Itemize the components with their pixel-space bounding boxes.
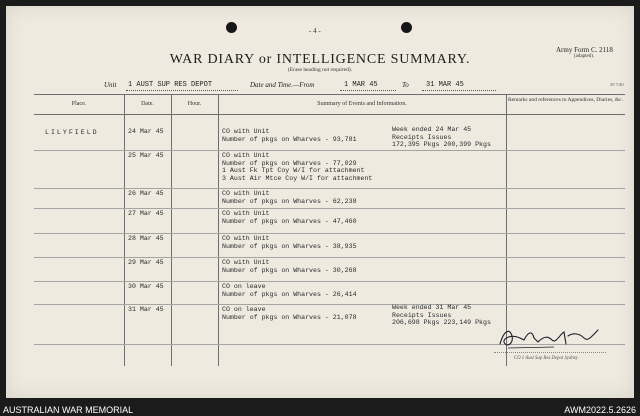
weekly-total-line: 206,698 Pkgs 223,149 Pkgs [392, 319, 491, 327]
entry-date: 28 Mar 45 [128, 235, 164, 242]
entry-summary-line: 3 Aust Air Mtce Coy W/I for attachment [222, 174, 373, 182]
entry-summary-line: CO with Unit [222, 190, 270, 197]
column-header-place: Place. [71, 101, 87, 107]
entry-summary-line: 1 Aust Fk Tpt Coy W/I for attachment [222, 167, 365, 175]
entry-summary-line: CO with Unit [222, 210, 270, 217]
entry-summary-line: CO with Unit [222, 259, 270, 266]
column-header-date: Date. [141, 101, 154, 107]
entry-summary-line: Number of pkgs on Wharves - 93,781 [222, 135, 357, 143]
to-label: To [402, 81, 409, 89]
unit-underline [126, 90, 238, 91]
entry-date: 29 Mar 45 [128, 259, 164, 266]
datetime-label: Date and Time.—From [250, 81, 315, 89]
punch-hole [401, 22, 412, 33]
signature-line [494, 352, 606, 353]
entry-summary-line: CO on leave [222, 306, 266, 313]
entry-summary-line: CO with Unit [222, 152, 270, 159]
footer-accession-number: AWM2022.5.2626 [564, 405, 636, 415]
entry-summary-line: CO on leave [222, 283, 266, 290]
unit-value: 1 AUST SUP RES DEPOT [128, 81, 213, 89]
page-title: WAR DIARY or INTELLIGENCE SUMMARY. [169, 52, 471, 67]
title-note: (Erase heading not required). [287, 67, 353, 73]
unit-label: Unit [104, 81, 117, 89]
entry-date: 24 Mar 45 [128, 128, 164, 135]
weekly-total-line: Week ended 31 Mar 45 [392, 304, 472, 311]
entry-summary-line: Number of pkgs on Wharves - 26,414 [222, 290, 357, 298]
place-value: LILYFIELD [45, 129, 99, 136]
from-date: 1 MAR 45 [344, 81, 378, 89]
entry-summary-line: CO with Unit [222, 235, 270, 242]
entry-summary-line: Number of pkgs on Wharves - 38,935 [222, 242, 357, 250]
entry-summary-line: Number of pkgs on Wharves - 62,238 [222, 197, 357, 205]
entry-date: 31 Mar 45 [128, 306, 164, 313]
weekly-total-line: Receipts Issues [392, 133, 452, 141]
footer-institution: AUSTRALIAN WAR MEMORIAL [3, 405, 134, 415]
column-header-hour: Hour. [187, 101, 202, 107]
entry-summary-line: Number of pkgs on Wharves - 77,029 [222, 159, 357, 167]
handwritten-signature [494, 322, 604, 352]
page-number: - 4 - [309, 27, 321, 35]
army-form-label: Army Form C. 2118 [556, 46, 613, 54]
entry-date: 30 Mar 45 [128, 283, 164, 290]
entry-date: 25 Mar 45 [128, 152, 164, 159]
unit-date-row [6, 81, 634, 93]
to-underline [422, 90, 496, 91]
weekly-total-line: Receipts Issues [392, 311, 452, 319]
diary-page [6, 6, 634, 398]
to-date: 31 MAR 45 [426, 81, 464, 89]
entry-summary-line: Number of pkgs on Wharves - 47,460 [222, 217, 357, 225]
signature-caption: CO 1 Aust Sup Res Depot Sydney [513, 356, 579, 361]
from-underline [340, 90, 396, 91]
column-header-summary: Summary of Events and Information. [317, 101, 407, 107]
form-code: 29 7/40 [610, 82, 624, 87]
entry-summary-line: Number of pkgs on Wharves - 21,078 [222, 313, 357, 321]
army-form-note: (adapted). [574, 54, 595, 59]
entry-summary-line: CO with Unit [222, 128, 270, 135]
punch-hole [226, 22, 237, 33]
column-header-remarks: Remarks and references to Appendices, Diaries, &c. [508, 97, 623, 103]
weekly-total-line: 172,395 Pkgs 200,399 Pkgs [392, 141, 491, 149]
entry-date: 26 Mar 45 [128, 190, 164, 197]
entry-summary-line: Number of pkgs on Wharves - 30,268 [222, 266, 357, 274]
weekly-total-line: Week ended 24 Mar 45 [392, 126, 472, 133]
entry-date: 27 Mar 45 [128, 210, 164, 217]
